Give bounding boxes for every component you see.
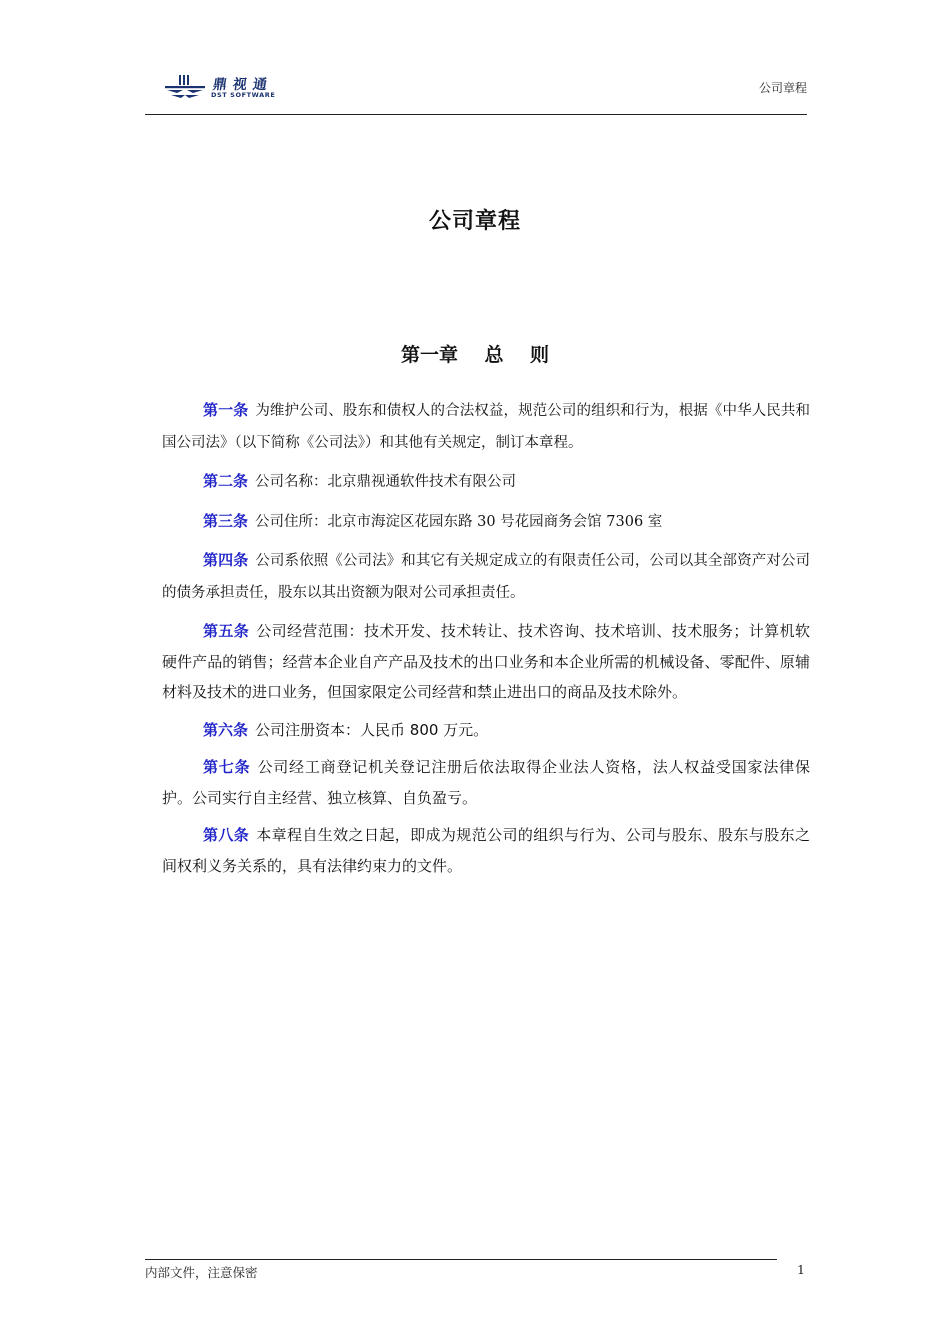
article-4 [162,545,810,609]
article-number: 第七条 [203,758,251,776]
article-text: 本章程自生效之日起，即成为规范公司的组织与行为、公司与股东、股东与股东之间权利义务关系的，具有法律约束力的文件。 [162,826,810,875]
logo-english-name: DST SOFTWARE [211,91,276,99]
article-number: 第二条 [203,472,249,490]
article-text: 公司系依照《公司法》和其它有关规定成立的有限责任公司，公司以其全部资产对公司的债务承担责任，股东以其出资额为限对公司承担责任。 [162,553,810,601]
logo-mark-icon [163,74,207,100]
article-7 [162,752,810,813]
footer-divider [145,1259,777,1260]
article-text: 为维护公司、股东和债权人的合法权益，规范公司的组织和行为，根据《中华人民共和国公司法》（以下简称《公司法》）和其他有关规定，制订本章程。 [162,403,810,451]
article-number: 第四条 [203,551,249,569]
article-list [162,395,810,888]
article-number: 第六条 [203,720,249,739]
chapter-title: 第一章 总 则 [401,344,549,366]
article-6 [162,715,810,746]
article-text: 公司经工商登记机关登记注册后依法取得企业法人资格，法人权益受国家法律保护。公司实行自主经营、独立核算、自负盈亏。 [162,758,810,807]
header-document-name: 公司章程 [759,81,808,95]
article-number: 第五条 [203,622,250,640]
article-text: 公司住所：北京市海淀区花园东路 30 号花园商务会馆 7306 室 [255,513,663,530]
article-number: 第八条 [203,826,250,844]
company-logo [163,74,303,100]
article-number: 第一条 [203,401,249,419]
confidential-note: 内部文件，注意保密 [145,1265,258,1280]
logo-chinese-name: 鼎视通 [211,77,274,93]
article-number: 第三条 [203,511,249,530]
page-footer [145,1259,807,1289]
article-5 [162,616,810,708]
page-number: 1 [797,1262,805,1277]
article-8 [162,820,810,881]
page-header [145,66,807,115]
article-text: 公司名称：北京鼎视通软件技术有限公司 [255,474,517,490]
article-text: 公司注册资本：人民币 800 万元。 [255,720,489,739]
article-3 [162,506,810,539]
article-text: 公司经营范围：技术开发、技术转让、技术咨询、技术培训、技术服务；计算机软硬件产品的销售；经营本企业自产产品及技术的出口业务和本企业所需的机械设备、零配件、原辅材料及技术的进口业务，但国家限定公司经营和禁止进出口的商品及技术除外。 [162,622,810,701]
article-1 [162,395,810,459]
document-title: 公司章程 [428,209,521,234]
article-2 [162,466,810,499]
